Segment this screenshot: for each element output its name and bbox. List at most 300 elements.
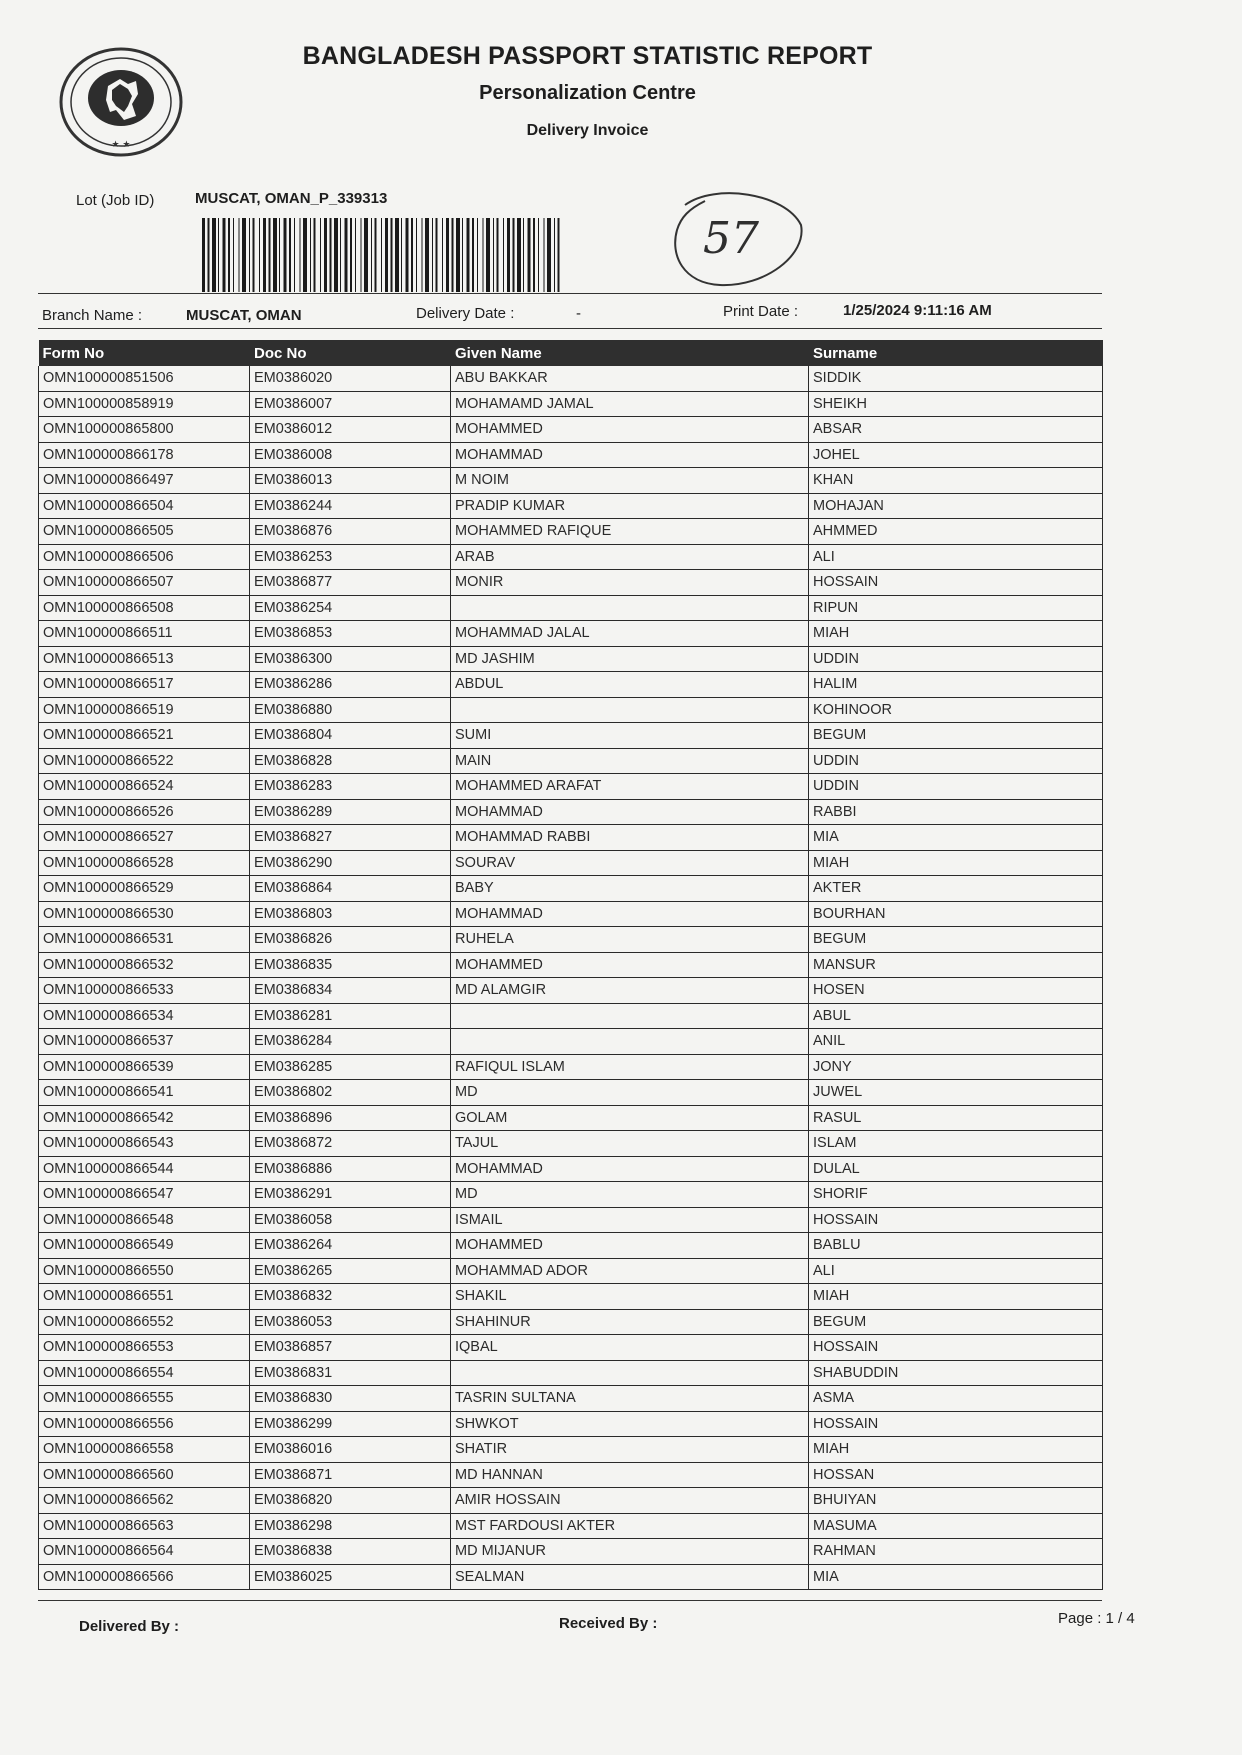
barcode-bar [233, 218, 234, 292]
table-row [39, 544, 1103, 570]
barcode-bar [391, 218, 393, 292]
cell-doc-no: EM0386877 [250, 570, 451, 596]
cell-doc-no: EM0386254 [250, 595, 451, 621]
barcode-bar [249, 218, 250, 292]
table-row [39, 1539, 1103, 1565]
handwritten-circle-note [665, 185, 807, 297]
cell-given-name: M NOIM [451, 468, 809, 494]
cell-form-no: OMN100000866533 [39, 978, 250, 1004]
cell-form-no: OMN100000866562 [39, 1488, 250, 1514]
cell-form-no: OMN100000866550 [39, 1258, 250, 1284]
cell-doc-no: EM0386853 [250, 621, 451, 647]
cell-given-name [451, 1003, 809, 1029]
barcode-bar [442, 218, 443, 292]
cell-given-name: GOLAM [451, 1105, 809, 1131]
cell-form-no: OMN100000866524 [39, 774, 250, 800]
cell-doc-no: EM0386838 [250, 1539, 451, 1565]
barcode-bar [371, 218, 372, 292]
cell-given-name: MOHAMMAD RABBI [451, 825, 809, 851]
barcode-bar [279, 218, 280, 292]
cell-given-name: ABDUL [451, 672, 809, 698]
cell-surname: RABBI [809, 799, 1103, 825]
cell-doc-no: EM0386857 [250, 1335, 451, 1361]
table-row [39, 1207, 1103, 1233]
cell-surname: JUWEL [809, 1080, 1103, 1106]
barcode-bar [467, 218, 470, 292]
cell-doc-no: EM0386872 [250, 1131, 451, 1157]
cell-form-no: OMN100000866541 [39, 1080, 250, 1106]
cell-form-no: OMN100000866539 [39, 1054, 250, 1080]
cell-given-name: SEALMAN [451, 1564, 809, 1590]
cell-given-name: ISMAIL [451, 1207, 809, 1233]
cell-doc-no: EM0386265 [250, 1258, 451, 1284]
table-row [39, 825, 1103, 851]
barcode-bar [486, 218, 490, 292]
table-row [39, 1437, 1103, 1463]
table-row [39, 1335, 1103, 1361]
handwritten-number: 57 [703, 213, 759, 264]
cell-surname: SHORIF [809, 1182, 1103, 1208]
cell-surname: RAHMAN [809, 1539, 1103, 1565]
cell-doc-no: EM0386025 [250, 1564, 451, 1590]
document-type: Delivery Invoice [526, 122, 649, 139]
cell-form-no: OMN100000866563 [39, 1513, 250, 1539]
cell-given-name: MAIN [451, 748, 809, 774]
barcode-bar [263, 218, 266, 292]
cell-surname: MIAH [809, 1437, 1103, 1463]
table-row [39, 748, 1103, 774]
cell-doc-no: EM0386827 [250, 825, 451, 851]
cell-surname: BABLU [809, 1233, 1103, 1259]
cell-given-name: RAFIQUL ISLAM [451, 1054, 809, 1080]
barcode-bar [202, 218, 205, 292]
barcode-bar [523, 218, 524, 292]
cell-form-no: OMN100000866553 [39, 1335, 250, 1361]
column-header-doc-no: Doc No [250, 340, 451, 366]
cell-form-no: OMN100000866537 [39, 1029, 250, 1055]
cell-surname: MOHAJAN [809, 493, 1103, 519]
table-row [39, 1080, 1103, 1106]
cell-form-no: OMN100000866560 [39, 1462, 250, 1488]
cell-form-no: OMN100000866547 [39, 1182, 250, 1208]
cell-given-name: SHAKIL [451, 1284, 809, 1310]
cell-surname: BEGUM [809, 723, 1103, 749]
barcode-bar [446, 218, 449, 292]
barcode-bar [517, 218, 521, 292]
barcode-bar [350, 218, 352, 292]
barcode-bar [340, 218, 341, 292]
barcode-bar [416, 218, 417, 292]
cell-form-no: OMN100000866513 [39, 646, 250, 672]
cell-surname: MIA [809, 825, 1103, 851]
cell-surname: KOHINOOR [809, 697, 1103, 723]
cell-doc-no: EM0386008 [250, 442, 451, 468]
barcode-bar [544, 218, 545, 292]
delivery-date-label: Delivery Date : [416, 305, 515, 322]
barcode-bar [212, 218, 216, 292]
branch-label: Branch Name : [42, 307, 143, 324]
cell-doc-no: EM0386876 [250, 519, 451, 545]
cell-surname: BOURHAN [809, 901, 1103, 927]
table-row [39, 1233, 1103, 1259]
cell-form-no: OMN100000866178 [39, 442, 250, 468]
cell-surname: UDDIN [809, 774, 1103, 800]
cell-form-no: OMN100000866548 [39, 1207, 250, 1233]
cell-doc-no: EM0386828 [250, 748, 451, 774]
table-row [39, 1284, 1103, 1310]
cell-given-name: MOHAMMAD JALAL [451, 621, 809, 647]
page-number: Page : 1 / 4 [1058, 1610, 1135, 1627]
barcode-bar [436, 218, 438, 292]
table-row [39, 417, 1103, 443]
cell-given-name: ABU BAKKAR [451, 366, 809, 391]
cell-doc-no: EM0386835 [250, 952, 451, 978]
table-row [39, 1003, 1103, 1029]
barcode-bar [345, 218, 348, 292]
barcode-bar [284, 218, 287, 292]
cell-form-no: OMN100000866519 [39, 697, 250, 723]
cell-form-no: OMN100000866504 [39, 493, 250, 519]
cell-given-name: MONIR [451, 570, 809, 596]
barcode-bar [320, 218, 321, 292]
cell-doc-no: EM0386013 [250, 468, 451, 494]
cell-given-name: TASRIN SULTANA [451, 1386, 809, 1412]
cell-doc-no: EM0386283 [250, 774, 451, 800]
table-row [39, 1309, 1103, 1335]
cell-surname: RIPUN [809, 595, 1103, 621]
table-row [39, 1258, 1103, 1284]
barcode-bar [483, 218, 484, 292]
cell-given-name: PRADIP KUMAR [451, 493, 809, 519]
barcode-bar [503, 218, 504, 292]
print-date-label: Print Date : [723, 303, 799, 320]
barcode-bar [411, 218, 413, 292]
cell-surname: BHUIYAN [809, 1488, 1103, 1514]
barcode-bar [330, 218, 332, 292]
cell-given-name: SHATIR [451, 1437, 809, 1463]
cell-doc-no: EM0386053 [250, 1309, 451, 1335]
cell-given-name: MOHAMMAD [451, 1156, 809, 1182]
cell-form-no: OMN100000866566 [39, 1564, 250, 1590]
barcode-image [202, 218, 564, 292]
delivered-by-label: Delivered By : [79, 1618, 180, 1635]
table-row [39, 1156, 1103, 1182]
cell-surname: BEGUM [809, 1309, 1103, 1335]
cell-surname: HOSEN [809, 978, 1103, 1004]
cell-form-no: OMN100000866531 [39, 927, 250, 953]
cell-surname: ABSAR [809, 417, 1103, 443]
table-row [39, 876, 1103, 902]
cell-given-name: SHWKOT [451, 1411, 809, 1437]
table-row [39, 1054, 1103, 1080]
cell-form-no: OMN100000866544 [39, 1156, 250, 1182]
cell-given-name [451, 697, 809, 723]
barcode-bar [228, 218, 230, 292]
table-row [39, 1182, 1103, 1208]
table-row [39, 621, 1103, 647]
cell-doc-no: EM0386291 [250, 1182, 451, 1208]
barcode-bar [324, 218, 327, 292]
cell-given-name: TAJUL [451, 1131, 809, 1157]
cell-doc-no: EM0386298 [250, 1513, 451, 1539]
cell-surname: AKTER [809, 876, 1103, 902]
cell-form-no: OMN100000866564 [39, 1539, 250, 1565]
report-title: BANGLADESH PASSPORT STATISTIC REPORT [302, 42, 873, 70]
barcode-bar [239, 218, 240, 292]
barcode-bar [456, 218, 460, 292]
cell-surname: SHABUDDIN [809, 1360, 1103, 1386]
barcode-bar [355, 218, 356, 292]
cell-surname: HOSSAIN [809, 1207, 1103, 1233]
cell-form-no: OMN100000866543 [39, 1131, 250, 1157]
barcode-bar [242, 218, 246, 292]
barcode-bar [334, 218, 338, 292]
cell-form-no: OMN100000866532 [39, 952, 250, 978]
table-row [39, 850, 1103, 876]
barcode-bar [375, 218, 377, 292]
cell-form-no: OMN100000866511 [39, 621, 250, 647]
cell-doc-no: EM0386803 [250, 901, 451, 927]
cell-form-no: OMN100000866555 [39, 1386, 250, 1412]
barcode-bar [300, 218, 301, 292]
barcode-bar [452, 218, 454, 292]
cell-doc-no: EM0386285 [250, 1054, 451, 1080]
cell-surname: HOSSAIN [809, 1335, 1103, 1361]
barcode-bar [493, 218, 494, 292]
barcode-bar [538, 218, 539, 292]
table-row [39, 774, 1103, 800]
barcode-bar [385, 218, 388, 292]
cell-surname: BEGUM [809, 927, 1103, 953]
cell-surname: HALIM [809, 672, 1103, 698]
cell-doc-no: EM0386830 [250, 1386, 451, 1412]
cell-surname: JOHEL [809, 442, 1103, 468]
cell-given-name: MD [451, 1080, 809, 1106]
cell-doc-no: EM0386831 [250, 1360, 451, 1386]
table-row [39, 468, 1103, 494]
cell-surname: UDDIN [809, 748, 1103, 774]
cell-surname: ALI [809, 1258, 1103, 1284]
government-seal-icon [58, 46, 184, 158]
cell-form-no: OMN100000866507 [39, 570, 250, 596]
barcode-bar [425, 218, 429, 292]
cell-given-name: MD JASHIM [451, 646, 809, 672]
cell-form-no: OMN100000858919 [39, 391, 250, 417]
barcode-bar [401, 218, 402, 292]
cell-doc-no: EM0386264 [250, 1233, 451, 1259]
table-row [39, 391, 1103, 417]
cell-given-name: MST FARDOUSI AKTER [451, 1513, 809, 1539]
cell-given-name: MOHAMMED ARAFAT [451, 774, 809, 800]
cell-form-no: OMN100000866549 [39, 1233, 250, 1259]
print-date-value: 1/25/2024 9:11:16 AM [843, 302, 992, 319]
barcode-bar [259, 218, 260, 292]
table-row [39, 927, 1103, 953]
cell-doc-no: EM0386864 [250, 876, 451, 902]
cell-form-no: OMN100000866542 [39, 1105, 250, 1131]
cell-doc-no: EM0386244 [250, 493, 451, 519]
cell-doc-no: EM0386058 [250, 1207, 451, 1233]
cell-given-name: SHAHINUR [451, 1309, 809, 1335]
table-row [39, 646, 1103, 672]
cell-doc-no: EM0386016 [250, 1437, 451, 1463]
cell-doc-no: EM0386802 [250, 1080, 451, 1106]
barcode-bar [273, 218, 277, 292]
barcode-bar [528, 218, 531, 292]
lot-label: Lot (Job ID) [76, 192, 155, 209]
barcode-bar [310, 218, 311, 292]
cell-doc-no: EM0386253 [250, 544, 451, 570]
table-row [39, 1105, 1103, 1131]
barcode-bar [507, 218, 510, 292]
delivery-date-value: - [576, 305, 581, 322]
cell-form-no: OMN100000866529 [39, 876, 250, 902]
cell-doc-no: EM0386832 [250, 1284, 451, 1310]
cell-surname: KHAN [809, 468, 1103, 494]
barcode-bar [406, 218, 409, 292]
table-row [39, 799, 1103, 825]
cell-surname: JONY [809, 1054, 1103, 1080]
cell-form-no: OMN100000866526 [39, 799, 250, 825]
cell-surname: ISLAM [809, 1131, 1103, 1157]
table-row [39, 1131, 1103, 1157]
barcode-bar [314, 218, 316, 292]
cell-surname: ALI [809, 544, 1103, 570]
table-row [39, 1462, 1103, 1488]
cell-given-name: MOHAMMED [451, 1233, 809, 1259]
barcode-bar [432, 218, 433, 292]
cell-given-name: MOHAMMED [451, 417, 809, 443]
cell-form-no: OMN100000866534 [39, 1003, 250, 1029]
cell-doc-no: EM0386284 [250, 1029, 451, 1055]
table-row [39, 1488, 1103, 1514]
table-row [39, 442, 1103, 468]
cell-given-name: MD ALAMGIR [451, 978, 809, 1004]
cell-surname: HOSSAIN [809, 570, 1103, 596]
barcode-bar [289, 218, 291, 292]
cell-given-name [451, 1360, 809, 1386]
table-row [39, 519, 1103, 545]
table-row [39, 1411, 1103, 1437]
lot-value: MUSCAT, OMAN_P_339313 [195, 190, 388, 207]
cell-form-no: OMN100000866522 [39, 748, 250, 774]
cell-given-name: MOHAMMED RAFIQUE [451, 519, 809, 545]
barcode-bar [533, 218, 535, 292]
table-row [39, 1360, 1103, 1386]
cell-doc-no: EM0386804 [250, 723, 451, 749]
table-row [39, 723, 1103, 749]
table-row [39, 493, 1103, 519]
branch-value: MUSCAT, OMAN [186, 307, 302, 324]
cell-given-name: MOHAMMAD [451, 901, 809, 927]
cell-surname: DULAL [809, 1156, 1103, 1182]
cell-form-no: OMN100000866497 [39, 468, 250, 494]
cell-form-no: OMN100000865800 [39, 417, 250, 443]
cell-surname: SHEIKH [809, 391, 1103, 417]
cell-form-no: OMN100000866505 [39, 519, 250, 545]
column-header-given-name: Given Name [451, 340, 809, 366]
cell-form-no: OMN100000866508 [39, 595, 250, 621]
cell-doc-no: EM0386007 [250, 391, 451, 417]
svg-text:★ ★: ★ ★ [111, 140, 131, 150]
cell-surname: UDDIN [809, 646, 1103, 672]
cell-given-name: AMIR HOSSAIN [451, 1488, 809, 1514]
barcode-bar [223, 218, 226, 292]
cell-surname: HOSSAN [809, 1462, 1103, 1488]
cell-form-no: OMN100000851506 [39, 366, 250, 391]
footer-divider [38, 1600, 1102, 1601]
barcode-bar [253, 218, 255, 292]
cell-form-no: OMN100000866527 [39, 825, 250, 851]
cell-doc-no: EM0386290 [250, 850, 451, 876]
barcode-bar [303, 218, 307, 292]
cell-given-name: ARAB [451, 544, 809, 570]
passport-delivery-table [38, 340, 1103, 1590]
cell-given-name: SOURAV [451, 850, 809, 876]
barcode-bar [422, 218, 423, 292]
cell-form-no: OMN100000866517 [39, 672, 250, 698]
barcode-bar [364, 218, 368, 292]
cell-surname: HOSSAIN [809, 1411, 1103, 1437]
cell-surname: MANSUR [809, 952, 1103, 978]
cell-surname: RASUL [809, 1105, 1103, 1131]
cell-doc-no: EM0386880 [250, 697, 451, 723]
cell-given-name [451, 1029, 809, 1055]
cell-given-name: RUHELA [451, 927, 809, 953]
barcode-bar [294, 218, 295, 292]
table-row [39, 1513, 1103, 1539]
barcode-bar [269, 218, 271, 292]
cell-given-name: BABY [451, 876, 809, 902]
cell-form-no: OMN100000866551 [39, 1284, 250, 1310]
cell-given-name: IQBAL [451, 1335, 809, 1361]
table-row [39, 570, 1103, 596]
cell-doc-no: EM0386871 [250, 1462, 451, 1488]
cell-doc-no: EM0386896 [250, 1105, 451, 1131]
column-header-surname: Surname [809, 340, 1103, 366]
cell-form-no: OMN100000866552 [39, 1309, 250, 1335]
cell-doc-no: EM0386820 [250, 1488, 451, 1514]
barcode-bar [208, 218, 210, 292]
barcode-bar [218, 218, 219, 292]
barcode-bar [513, 218, 515, 292]
cell-given-name: MD HANNAN [451, 1462, 809, 1488]
barcode-bar [554, 218, 555, 292]
cell-doc-no: EM0386826 [250, 927, 451, 953]
table-row [39, 366, 1103, 391]
cell-surname: ASMA [809, 1386, 1103, 1412]
cell-doc-no: EM0386012 [250, 417, 451, 443]
cell-surname: ANIL [809, 1029, 1103, 1055]
cell-form-no: OMN100000866554 [39, 1360, 250, 1386]
table-row [39, 1564, 1103, 1590]
cell-given-name: MOHAMMAD [451, 799, 809, 825]
cell-doc-no: EM0386886 [250, 1156, 451, 1182]
cell-given-name: SUMI [451, 723, 809, 749]
cell-surname: MASUMA [809, 1513, 1103, 1539]
table-row [39, 672, 1103, 698]
table-header-row [39, 340, 1103, 366]
cell-given-name: MD [451, 1182, 809, 1208]
cell-doc-no: EM0386286 [250, 672, 451, 698]
table-row [39, 1029, 1103, 1055]
header-divider-bottom [38, 328, 1102, 329]
cell-doc-no: EM0386289 [250, 799, 451, 825]
barcode-bar [558, 218, 560, 292]
cell-doc-no: EM0386299 [250, 1411, 451, 1437]
column-header-form-no: Form No [39, 340, 250, 366]
cell-given-name: MD MIJANUR [451, 1539, 809, 1565]
